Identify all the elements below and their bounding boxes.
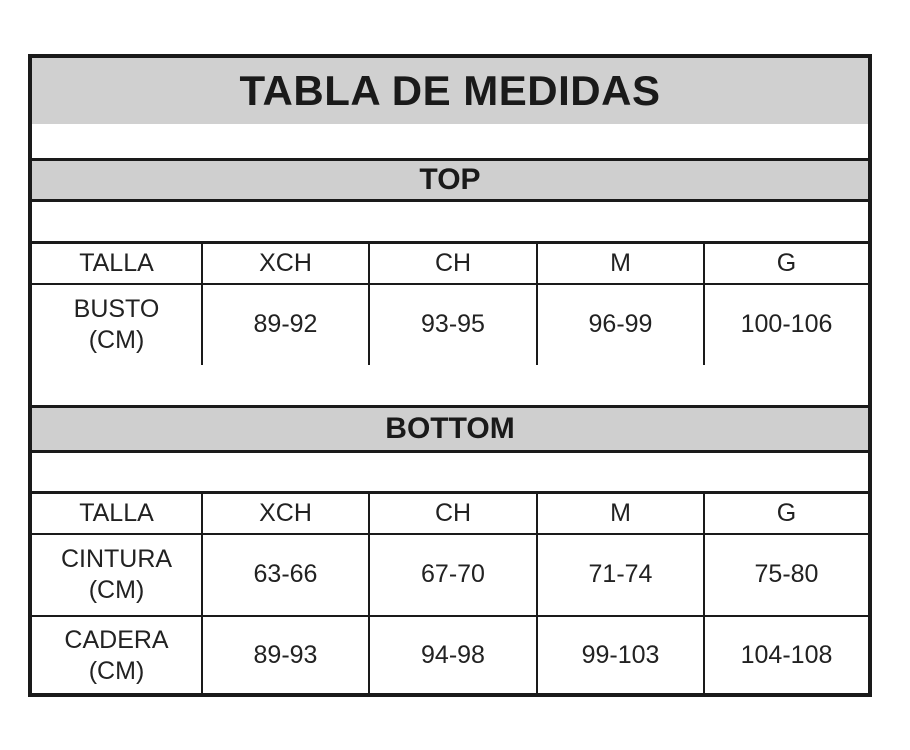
value-cell: 104-108: [704, 616, 868, 696]
value-cell: 75-80: [704, 534, 868, 616]
row-label: [32, 284, 202, 366]
table-header-row: [32, 243, 868, 284]
value-cell: 89-92: [202, 284, 369, 366]
value-cell: 93-95: [369, 284, 537, 366]
value-cell: 94-98: [369, 616, 537, 696]
size-chart: [28, 54, 872, 697]
value-cell: 63-66: [202, 534, 369, 616]
table-row: [32, 284, 868, 366]
row-label-name: BUSTO: [73, 294, 160, 323]
row-label-unit: (CM): [88, 576, 145, 604]
top-size-table: [32, 242, 868, 367]
bottom-section-heading: BOTTOM: [32, 405, 868, 453]
value-cell: 99-103: [537, 616, 704, 696]
value-cell: 100-106: [704, 284, 868, 366]
header-cell: M: [537, 493, 704, 534]
row-label: [32, 616, 202, 696]
header-cell: XCH: [202, 493, 369, 534]
value-cell: 67-70: [369, 534, 537, 616]
table-row: [32, 616, 868, 696]
row-label: [32, 534, 202, 616]
header-cell: TALLA: [32, 243, 202, 284]
blank-row: [32, 453, 868, 492]
header-cell: G: [704, 493, 868, 534]
row-label-unit: (CM): [88, 657, 145, 685]
blank-row: [32, 124, 868, 158]
row-label-name: CADERA: [64, 625, 169, 654]
value-cell: 89-93: [202, 616, 369, 696]
chart-title: TABLA DE MEDIDAS: [32, 58, 868, 124]
header-cell: TALLA: [32, 493, 202, 534]
row-label-name: CINTURA: [60, 544, 173, 573]
blank-row: [32, 202, 868, 242]
table-row: [32, 534, 868, 616]
value-cell: 71-74: [537, 534, 704, 616]
header-cell: M: [537, 243, 704, 284]
top-section-heading: TOP: [32, 158, 868, 202]
header-cell: XCH: [202, 243, 369, 284]
header-cell: CH: [369, 243, 537, 284]
bottom-size-table: [32, 492, 868, 697]
header-cell: G: [704, 243, 868, 284]
table-header-row: [32, 493, 868, 534]
header-cell: CH: [369, 493, 537, 534]
blank-row: [32, 365, 868, 406]
value-cell: 96-99: [537, 284, 704, 366]
row-label-unit: (CM): [88, 326, 145, 354]
